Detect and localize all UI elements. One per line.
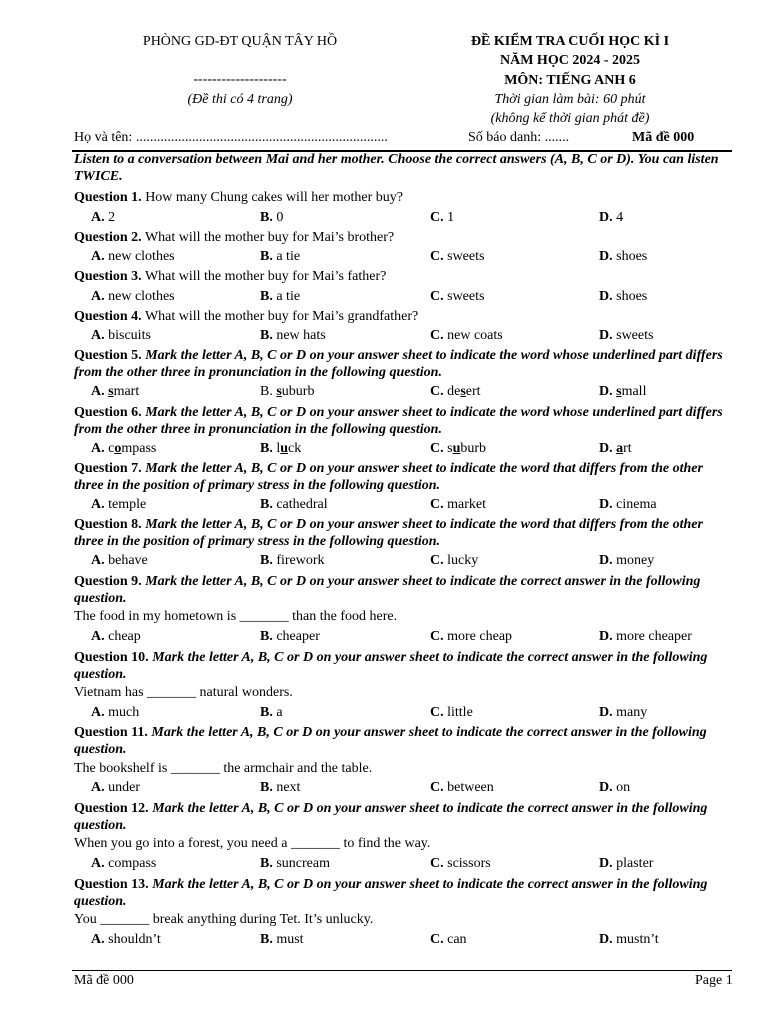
question-5 xyxy=(74,347,728,381)
answer-option xyxy=(91,629,141,645)
answer-option xyxy=(260,932,304,948)
answer-option xyxy=(91,553,148,569)
answer-option xyxy=(599,497,657,513)
option-text: many xyxy=(616,705,648,720)
option-text: temple xyxy=(108,497,147,512)
answer-option xyxy=(260,289,300,305)
option-letter: B. xyxy=(260,441,273,456)
option-text: lucky xyxy=(447,553,479,568)
option-letter: D. xyxy=(599,384,613,399)
exam-code: Mã đề 000 xyxy=(632,130,695,145)
answer-option xyxy=(430,553,478,569)
option-letter: A. xyxy=(91,289,105,304)
answer-option xyxy=(91,932,161,948)
option-text: shoes xyxy=(616,249,648,264)
option-letter: B. xyxy=(260,932,273,947)
option-letter: C. xyxy=(430,384,444,399)
pages-note: (Đề thi có 4 trang) xyxy=(187,92,293,107)
question-instruction: Mark the letter A, B, C or D on your answer sheet to indicate the correct answer in the following question. xyxy=(74,877,708,909)
answer-option xyxy=(260,497,328,513)
underlined-sound: o xyxy=(114,441,122,456)
question-instruction: Mark the letter A, B, C or D on your answer sheet to indicate the correct answer in the following question. xyxy=(74,574,701,606)
footer-exam-code: Mã đề 000 xyxy=(74,973,134,988)
option-letter: C. xyxy=(430,441,444,456)
underlined-sound: s xyxy=(460,384,466,399)
answer-option xyxy=(91,328,151,344)
option-letter: A. xyxy=(91,210,105,225)
option-text: compass xyxy=(108,856,157,871)
option-text: 2 xyxy=(108,210,116,225)
footer-divider xyxy=(72,970,732,971)
answer-option xyxy=(260,705,283,721)
answer-option xyxy=(260,553,325,569)
answer-option xyxy=(260,210,283,226)
listening-instruction: Listen to a conversation between Mai and her mother. Choose the correct answers (A, B, C or D). You can listen TWICE. xyxy=(74,152,719,184)
question-label: Question 10. xyxy=(74,650,149,665)
option-letter: C. xyxy=(430,249,444,264)
question-label: Question 8. xyxy=(74,517,142,532)
answer-option xyxy=(430,932,467,948)
option-letter: C. xyxy=(430,856,444,871)
answer-option xyxy=(91,497,146,513)
student-id-field: Số báo danh: ....... xyxy=(468,130,570,145)
answer-option xyxy=(91,384,139,400)
answer-option xyxy=(599,249,647,265)
answer-option xyxy=(430,441,486,457)
question-label: Question 6. xyxy=(74,405,142,420)
question-label: Question 3. xyxy=(74,269,142,284)
option-letter: C. xyxy=(430,780,444,795)
option-letter: A. xyxy=(91,384,105,399)
option-letter: B. xyxy=(260,780,273,795)
answer-option xyxy=(599,289,647,305)
answer-option xyxy=(599,932,659,948)
question-instruction: Mark the letter A, B, C or D on your answer sheet to indicate the word that differs from the other three in the position of primary stress in the following question. xyxy=(74,461,703,493)
option-letter: C. xyxy=(430,328,444,343)
option-text: new clothes xyxy=(108,249,175,264)
exam-title: ĐỀ KIỂM TRA CUỐI HỌC KÌ I xyxy=(470,34,670,49)
answer-option xyxy=(260,384,314,400)
option-text: market xyxy=(447,497,486,512)
option-letter: C. xyxy=(430,629,444,644)
option-text: burb xyxy=(460,441,487,456)
answer-option xyxy=(430,497,486,513)
question-10 xyxy=(74,649,728,683)
option-text: a xyxy=(276,705,283,720)
question-1 xyxy=(74,189,728,206)
time-limit: Thời gian làm bài: 60 phút xyxy=(494,92,646,107)
option-letter: C. xyxy=(430,210,444,225)
option-letter: B. xyxy=(260,553,273,568)
question-3 xyxy=(74,268,728,285)
option-letter: D. xyxy=(599,210,613,225)
question-text: What will the mother buy for Mai’s father? xyxy=(144,269,387,284)
option-text: c xyxy=(108,441,115,456)
option-text: shouldn’t xyxy=(108,932,161,947)
option-letter: B. xyxy=(260,497,273,512)
answer-option xyxy=(430,384,481,400)
answer-option xyxy=(430,289,484,305)
option-letter: A. xyxy=(91,705,105,720)
option-text: mustn’t xyxy=(616,932,659,947)
header-dashes: -------------------- xyxy=(193,72,287,87)
option-text: uburb xyxy=(281,384,315,399)
answer-option xyxy=(91,249,175,265)
answer-option xyxy=(91,441,156,457)
question-instruction: Mark the letter A, B, C or D on your answer sheet to indicate the correct answer in the following question. xyxy=(74,725,707,757)
answer-option xyxy=(91,780,140,796)
option-text: cinema xyxy=(616,497,657,512)
option-text: ert xyxy=(465,384,481,399)
answer-option xyxy=(91,210,115,226)
underlined-sound: a xyxy=(616,441,624,456)
question-instruction: Mark the letter A, B, C or D on your answer sheet to indicate the correct answer in the following question. xyxy=(74,801,708,833)
answer-option xyxy=(260,629,320,645)
option-text: 1 xyxy=(447,210,455,225)
option-letter: A. xyxy=(91,553,105,568)
question-text: What will the mother buy for Mai’s brother? xyxy=(144,230,395,245)
subject: MÔN: TIẾNG ANH 6 xyxy=(504,73,636,88)
option-letter: B. xyxy=(260,629,273,644)
answer-option xyxy=(599,441,632,457)
option-letter: B. xyxy=(260,705,273,720)
option-letter: D. xyxy=(599,780,613,795)
option-letter: D. xyxy=(599,705,613,720)
question-8 xyxy=(74,516,728,550)
question-7 xyxy=(74,460,728,494)
option-text: new coats xyxy=(447,328,503,343)
option-text: little xyxy=(447,705,473,720)
option-text: next xyxy=(276,780,301,795)
question-sentence: You _______ break anything during Tet. It’s unlucky. xyxy=(74,912,374,927)
option-text: new clothes xyxy=(108,289,175,304)
option-text: shoes xyxy=(616,289,648,304)
option-text: new hats xyxy=(276,328,326,343)
question-instruction: Mark the letter A, B, C or D on your answer sheet to indicate the word that differs from the other three in the position of primary stress in the following question. xyxy=(74,517,703,549)
time-note: (không kể thời gian phát đề) xyxy=(490,111,650,126)
answer-option xyxy=(91,289,175,305)
option-letter: D. xyxy=(599,856,613,871)
option-letter: B. xyxy=(260,289,273,304)
option-letter: D. xyxy=(599,289,613,304)
answer-option xyxy=(430,210,454,226)
question-text: What will the mother buy for Mai’s grandfather? xyxy=(144,309,419,324)
question-label: Question 12. xyxy=(74,801,149,816)
option-letter: D. xyxy=(599,629,613,644)
question-4 xyxy=(74,308,728,325)
option-letter: B. xyxy=(260,249,273,264)
answer-option xyxy=(430,856,491,872)
option-letter: D. xyxy=(599,249,613,264)
option-text: a tie xyxy=(276,249,301,264)
option-text: l xyxy=(276,441,281,456)
option-letter: D. xyxy=(599,497,613,512)
option-letter: A. xyxy=(91,856,105,871)
option-text: cathedral xyxy=(276,497,328,512)
option-text: de xyxy=(447,384,461,399)
underlined-sound: u xyxy=(452,441,461,456)
underlined-sound: u xyxy=(280,441,289,456)
answer-option xyxy=(430,780,494,796)
option-letter: A. xyxy=(91,932,105,947)
option-letter: D. xyxy=(599,328,613,343)
option-text: much xyxy=(108,705,140,720)
option-text: plaster xyxy=(616,856,654,871)
underlined-sound: s xyxy=(616,384,622,399)
question-label: Question 1. xyxy=(74,190,142,205)
option-text: biscuits xyxy=(108,328,151,343)
school-name: PHÒNG GD-ĐT QUẬN TÂY HỒ xyxy=(142,34,338,49)
answer-option xyxy=(260,441,301,457)
question-9 xyxy=(74,573,728,607)
question-label: Question 9. xyxy=(74,574,142,589)
option-text: money xyxy=(616,553,655,568)
question-6 xyxy=(74,404,728,438)
question-label: Question 11. xyxy=(74,725,148,740)
school-year: NĂM HỌC 2024 - 2025 xyxy=(500,53,640,68)
option-text: cheap xyxy=(108,629,141,644)
answer-option xyxy=(430,249,484,265)
answer-option xyxy=(260,249,300,265)
question-11 xyxy=(74,724,728,758)
option-letter: C. xyxy=(430,705,444,720)
answer-option xyxy=(599,780,630,796)
question-12 xyxy=(74,800,728,834)
answer-option xyxy=(599,210,623,226)
option-letter: C. xyxy=(430,497,444,512)
answer-option xyxy=(430,328,503,344)
option-text: s xyxy=(447,441,453,456)
option-letter: B. xyxy=(260,210,273,225)
option-text: sweets xyxy=(447,249,485,264)
answer-option xyxy=(91,856,156,872)
underlined-sound: s xyxy=(276,384,282,399)
option-text: mall xyxy=(621,384,647,399)
option-text: suncream xyxy=(276,856,330,871)
option-text: scissors xyxy=(447,856,491,871)
option-text: rt xyxy=(623,441,632,456)
option-letter: A. xyxy=(91,328,105,343)
answer-option xyxy=(430,705,473,721)
option-letter: C. xyxy=(430,932,444,947)
option-letter: C. xyxy=(430,553,444,568)
answer-option xyxy=(599,856,653,872)
option-text: firework xyxy=(276,553,325,568)
question-instruction: Mark the letter A, B, C or D on your answer sheet to indicate the word whose underlined part differs from the other three in pronunciation in the following question. xyxy=(74,405,723,437)
option-text: mpass xyxy=(121,441,157,456)
option-text: under xyxy=(108,780,141,795)
option-text: can xyxy=(447,932,467,947)
option-letter: B. xyxy=(260,856,273,871)
option-text: must xyxy=(276,932,304,947)
question-label: Question 2. xyxy=(74,230,142,245)
question-sentence: Vietnam has _______ natural wonders. xyxy=(74,685,293,700)
option-text: 0 xyxy=(276,210,284,225)
question-sentence: The food in my hometown is _______ than the food here. xyxy=(74,609,398,624)
option-letter: A. xyxy=(91,780,105,795)
option-letter: D. xyxy=(599,932,613,947)
option-text: between xyxy=(447,780,494,795)
answer-option xyxy=(599,629,692,645)
option-text: 4 xyxy=(616,210,624,225)
question-label: Question 5. xyxy=(74,348,142,363)
option-letter: A. xyxy=(91,249,105,264)
answer-option xyxy=(260,780,300,796)
question-text: How many Chung cakes will her mother buy? xyxy=(145,190,403,205)
option-letter: D. xyxy=(599,441,613,456)
question-label: Question 4. xyxy=(74,309,142,324)
option-letter: D. xyxy=(599,553,613,568)
option-text: sweets xyxy=(616,328,654,343)
answer-option xyxy=(599,705,647,721)
option-text: cheaper xyxy=(276,629,320,644)
question-13 xyxy=(74,876,728,910)
question-label: Question 7. xyxy=(74,461,142,476)
option-text: behave xyxy=(108,553,148,568)
answer-option xyxy=(599,328,653,344)
question-2 xyxy=(74,229,728,246)
answer-option xyxy=(260,856,330,872)
answer-option xyxy=(599,553,654,569)
option-text: more cheap xyxy=(447,629,513,644)
option-letter: A. xyxy=(91,441,105,456)
question-sentence: When you go into a forest, you need a _______ to find the way. xyxy=(74,836,431,851)
question-sentence: The bookshelf is _______ the armchair and the table. xyxy=(74,761,373,776)
option-letter: B. xyxy=(260,384,273,399)
question-instruction: Mark the letter A, B, C or D on your answer sheet to indicate the correct answer in the following question. xyxy=(74,650,708,682)
answer-option xyxy=(430,629,512,645)
option-letter: A. xyxy=(91,497,105,512)
option-letter: C. xyxy=(430,289,444,304)
question-label: Question 13. xyxy=(74,877,149,892)
question-instruction: Mark the letter A, B, C or D on your answer sheet to indicate the word whose underlined part differs from the other three in pronunciation in the following question. xyxy=(74,348,723,380)
option-letter: B. xyxy=(260,328,273,343)
answer-option xyxy=(91,705,139,721)
option-text: more cheaper xyxy=(616,629,692,644)
underlined-sound: s xyxy=(108,384,114,399)
answer-option xyxy=(260,328,326,344)
student-name-field: Họ và tên: ........................................................................ xyxy=(74,130,388,145)
option-letter: A. xyxy=(91,629,105,644)
option-text: a tie xyxy=(276,289,301,304)
option-text: sweets xyxy=(447,289,485,304)
option-text: mart xyxy=(113,384,140,399)
option-text: ck xyxy=(288,441,302,456)
page-number: Page 1 xyxy=(695,973,733,988)
answer-option xyxy=(599,384,646,400)
option-text: on xyxy=(616,780,631,795)
